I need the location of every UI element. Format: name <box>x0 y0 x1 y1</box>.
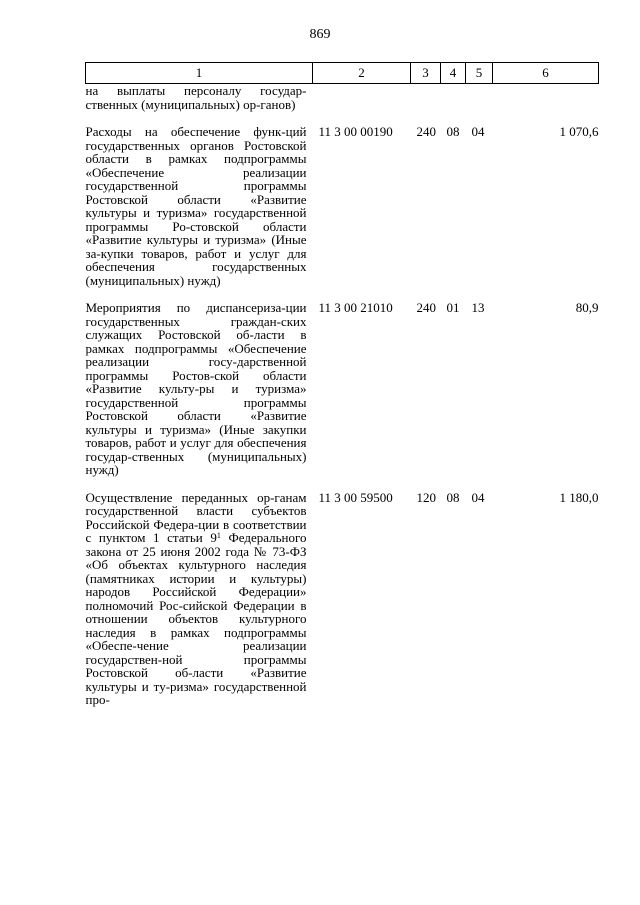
column-header: 5 <box>466 63 493 84</box>
row-code: 11 3 00 00190 <box>318 124 393 139</box>
row-code: 11 3 00 59500 <box>318 489 393 505</box>
row-pr: 04 <box>471 489 485 505</box>
column-header: 3 <box>411 63 441 84</box>
row-sum: 1 070,6 <box>559 124 599 139</box>
table-row <box>86 84 599 112</box>
row-pr: 13 <box>471 300 485 315</box>
row-sum: 80,9 <box>575 300 599 315</box>
row-vr: 240 <box>416 300 436 315</box>
row-sum <box>493 84 599 112</box>
table-row <box>86 287 599 477</box>
column-header: 6 <box>493 63 599 84</box>
row-code: 11 3 00 21010 <box>318 300 393 315</box>
row-description <box>86 477 313 707</box>
row-rz <box>441 84 466 112</box>
table-row <box>86 477 599 707</box>
row-pr: 04 <box>471 124 485 139</box>
row-sum: 1 180,0 <box>559 489 599 505</box>
row-rz: 08 <box>446 124 460 139</box>
row-rz: 08 <box>446 489 460 505</box>
column-header: 2 <box>313 63 411 84</box>
column-header: 4 <box>441 63 466 84</box>
superscript-mark: 1 <box>216 531 221 540</box>
row-description-part: Осуществление переданных ор-ганам государственной власти субъектов Российской Федера-ции в соответствии с пунктом 1 статьи 9 <box>85 489 307 545</box>
table-row <box>86 111 599 287</box>
page-number: 869 <box>309 27 331 42</box>
table-header-row <box>86 63 599 84</box>
row-vr: 120 <box>416 489 436 505</box>
row-vr: 240 <box>416 124 436 139</box>
row-description: Мероприятия по диспансериза-ции государственных граждан-ских служащих Ростовской об-ласти в рамках подпрограммы «Обеспечение реализации госу-дарственной программы Ростов-ской области «Развитие культу-ры и туризма» государственной программы Ростовской области «Развитие культуры и туризма» (Иные закупки товаров, работ и услуг для обеспечения государ-ственных (муниципальных) нужд) <box>85 300 307 477</box>
row-description: Расходы на обеспечение функ-ций государственных органов Ростовской области в рамках подпрограммы «Обеспечение реализации государственной программы Ростовской области «Развитие культуры и туризма» государственной программы Ро-стовской области «Развитие культуры и туризма» (Иные за-купки товаров, работ и услуг для обеспечения государственных (муниципальных) нужд) <box>85 124 307 288</box>
budget-table <box>85 62 599 707</box>
row-description: на выплаты персоналу государ-ственных (муниципальных) ор-ганов) <box>85 83 307 112</box>
row-rz: 01 <box>446 300 460 315</box>
row-pr <box>466 84 493 112</box>
row-vr <box>411 84 441 112</box>
column-header: 1 <box>86 63 313 84</box>
row-description-part: Федерального закона от 25 июня 2002 года № 73-ФЗ «Об объектах культурного наследия (памятниках истории и культуры) народов Российской Федерации» полномочий Рос-сийской Федерации в отношении объектов культурного наследия в рамках подпрограммы «Обеспе-чение реализации государствен-ной программы Ростовской об-ласти «Развитие культуры и ту-ризма» государственной про- <box>85 530 307 707</box>
row-code <box>313 84 411 112</box>
